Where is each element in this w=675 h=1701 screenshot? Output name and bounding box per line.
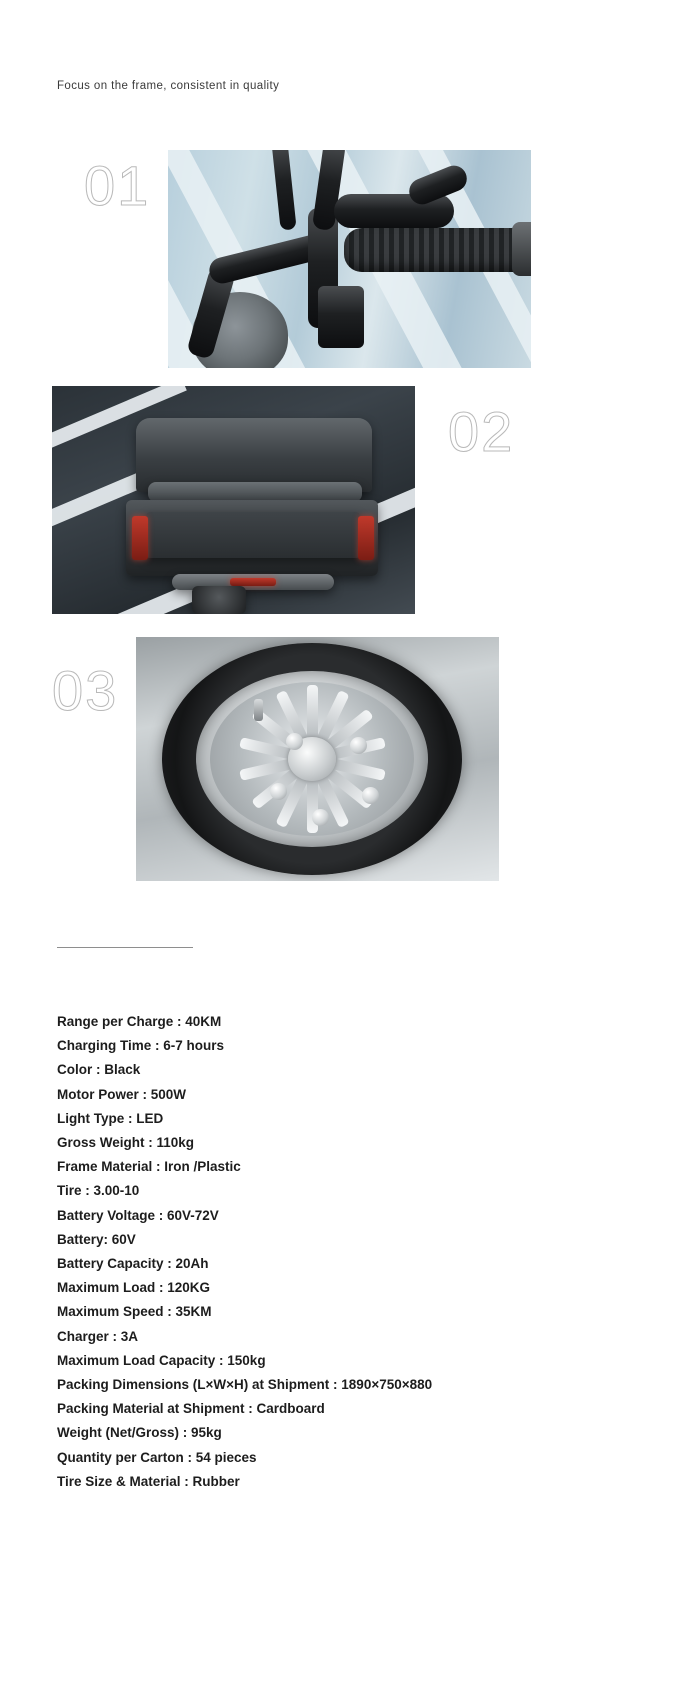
- spec-line: Packing Dimensions (L×W×H) at Shipment : 1890×750×880: [57, 1377, 433, 1393]
- throttle-housing: [318, 286, 364, 348]
- lug-nut: [270, 783, 287, 800]
- spec-line: Tire Size & Material : Rubber: [57, 1473, 240, 1489]
- lug-nut: [362, 787, 379, 804]
- spec-line: Motor Power : 500W: [57, 1086, 187, 1102]
- specification-list: [57, 1010, 637, 1494]
- handle-grip: [344, 228, 531, 272]
- spec-line: Battery Voltage : 60V-72V: [57, 1207, 219, 1223]
- tail-light-right: [358, 516, 374, 560]
- license-plate-light: [230, 578, 276, 586]
- spec-line: Frame Material : Iron /Plastic: [57, 1159, 241, 1175]
- tail-light-left: [132, 516, 148, 560]
- section-divider: [57, 947, 193, 948]
- spec-line: Light Type : LED: [57, 1110, 164, 1126]
- trunk-lid: [136, 418, 372, 492]
- handlebar-scene: [168, 150, 531, 368]
- spec-line: Maximum Load Capacity : 150kg: [57, 1352, 266, 1368]
- spec-line: Weight (Net/Gross) : 95kg: [57, 1425, 222, 1441]
- spec-line: Range per Charge : 40KM: [57, 1014, 222, 1029]
- spec-line: Gross Weight : 110kg: [57, 1135, 195, 1151]
- spec-line: Quantity per Carton : 54 pieces: [57, 1449, 257, 1465]
- valve-stem: [254, 699, 263, 721]
- lug-nut: [286, 733, 303, 750]
- rear-trunk-scene: [52, 386, 415, 614]
- lug-nut: [350, 737, 367, 754]
- gallery-number-03: 03: [52, 659, 119, 722]
- gallery-number-02: 02: [448, 400, 515, 463]
- spec-line: Packing Material at Shipment : Cardboard: [57, 1401, 325, 1417]
- rear-wheel: [192, 586, 246, 614]
- spec-line: Charging Time : 6-7 hours: [57, 1038, 225, 1054]
- spec-line: Maximum Speed : 35KM: [57, 1304, 212, 1320]
- gallery-image-02: [52, 386, 415, 614]
- spec-line: Battery: 60V: [57, 1231, 136, 1247]
- spec-line: Color : Black: [57, 1062, 141, 1078]
- spec-line: Battery Capacity : 20Ah: [57, 1256, 209, 1272]
- spec-line: Maximum Load : 120KG: [57, 1280, 211, 1296]
- trunk-panel: [146, 512, 360, 558]
- gallery-image-01: [168, 150, 531, 368]
- lug-nut: [312, 809, 329, 826]
- spec-line: Charger : 3A: [57, 1328, 139, 1344]
- wheel-scene: [136, 637, 499, 881]
- gallery-number-01: 01: [84, 154, 151, 217]
- grip-end-cap: [512, 222, 531, 276]
- page-title: Focus on the frame, consistent in quality: [57, 80, 280, 92]
- spec-line: Tire : 3.00-10: [57, 1183, 140, 1199]
- gallery-image-03: [136, 637, 499, 881]
- trunk-hinge: [148, 482, 362, 502]
